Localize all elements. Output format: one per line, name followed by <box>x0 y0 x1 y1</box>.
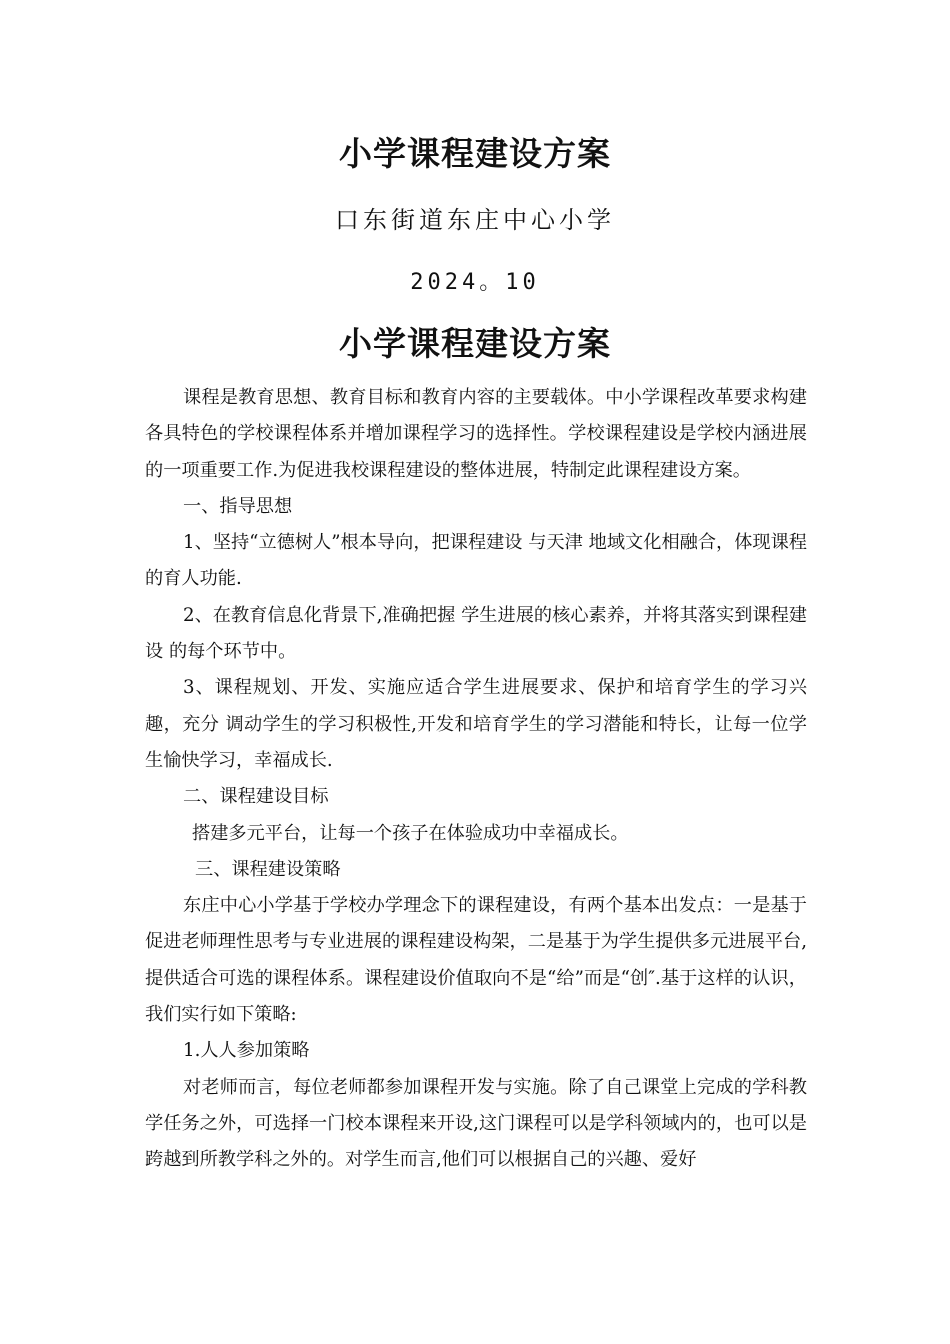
strategy-1-paragraph: 对老师而言，每位老师都参加课程开发与实施。除了自己课堂上完成的学科教学任务之外，可选择一门校本课程来开设,这门课程可以是学科领域内的，也可以是跨越到所教学科之外的。对学生而言,他们可以根据自己的兴趣、爱好 <box>145 1076 807 1171</box>
section-heading-guiding-thought: 一、指导思想 <box>183 495 293 517</box>
section-heading-strategy: 三、课程建设策略 <box>195 858 341 880</box>
document-body <box>145 380 807 1179</box>
school-name: 口东街道东庄中心小学 <box>335 206 615 234</box>
goal-text: 搭建多元平台，让每一个孩子在体验成功中幸福成长。 <box>192 822 629 844</box>
guiding-point-3: 3、课程规划、开发、实施应适合学生进展要求、保护和培育学生的学习兴趣，充分 调动学生的学习积极性,开发和培育学生的学习潜能和特长，让每一位学生愉快学习，幸福成长. <box>145 677 807 771</box>
strategy-paragraph: 东庄中心小学基于学校办学理念下的课程建设，有两个基本出发点：一是基于促进老师理性思考与专业进展的课程建设构架，二是基于为学生提供多元进展平台,提供适合可选的课程体系。课程建设价值取向不是“给”而是“创″.基于这样的认识，我们实行如下策略: <box>145 895 807 1026</box>
cover-title: 小学课程建设方案 <box>339 134 611 173</box>
document-title: 小学课程建设方案 <box>339 324 611 363</box>
intro-paragraph: 课程是教育思想、教育目标和教育内容的主要载体。中小学课程改革要求构建各具特色的学校课程体系并增加课程学习的选择性。学校课程建设是学校内涵进展的一项重要工作.为促进我校课程建设的整体进展，特制定此课程建设方案。 <box>145 387 807 481</box>
strategy-heading-1: 1.人人参加策略 <box>183 1040 310 1062</box>
guiding-point-2: 2、在教育信息化背景下,准确把握 学生进展的核心素养，并将其落实到课程建设 的每个环节中。 <box>145 604 807 663</box>
section-heading-goal: 二、课程建设目标 <box>183 786 329 808</box>
document-date: 2024。10 <box>410 270 540 295</box>
guiding-point-1: 1、坚持“立德树人”根本导向，把课程建设 与天津 地域文化相融合，体现课程的育人功能. <box>145 532 807 590</box>
